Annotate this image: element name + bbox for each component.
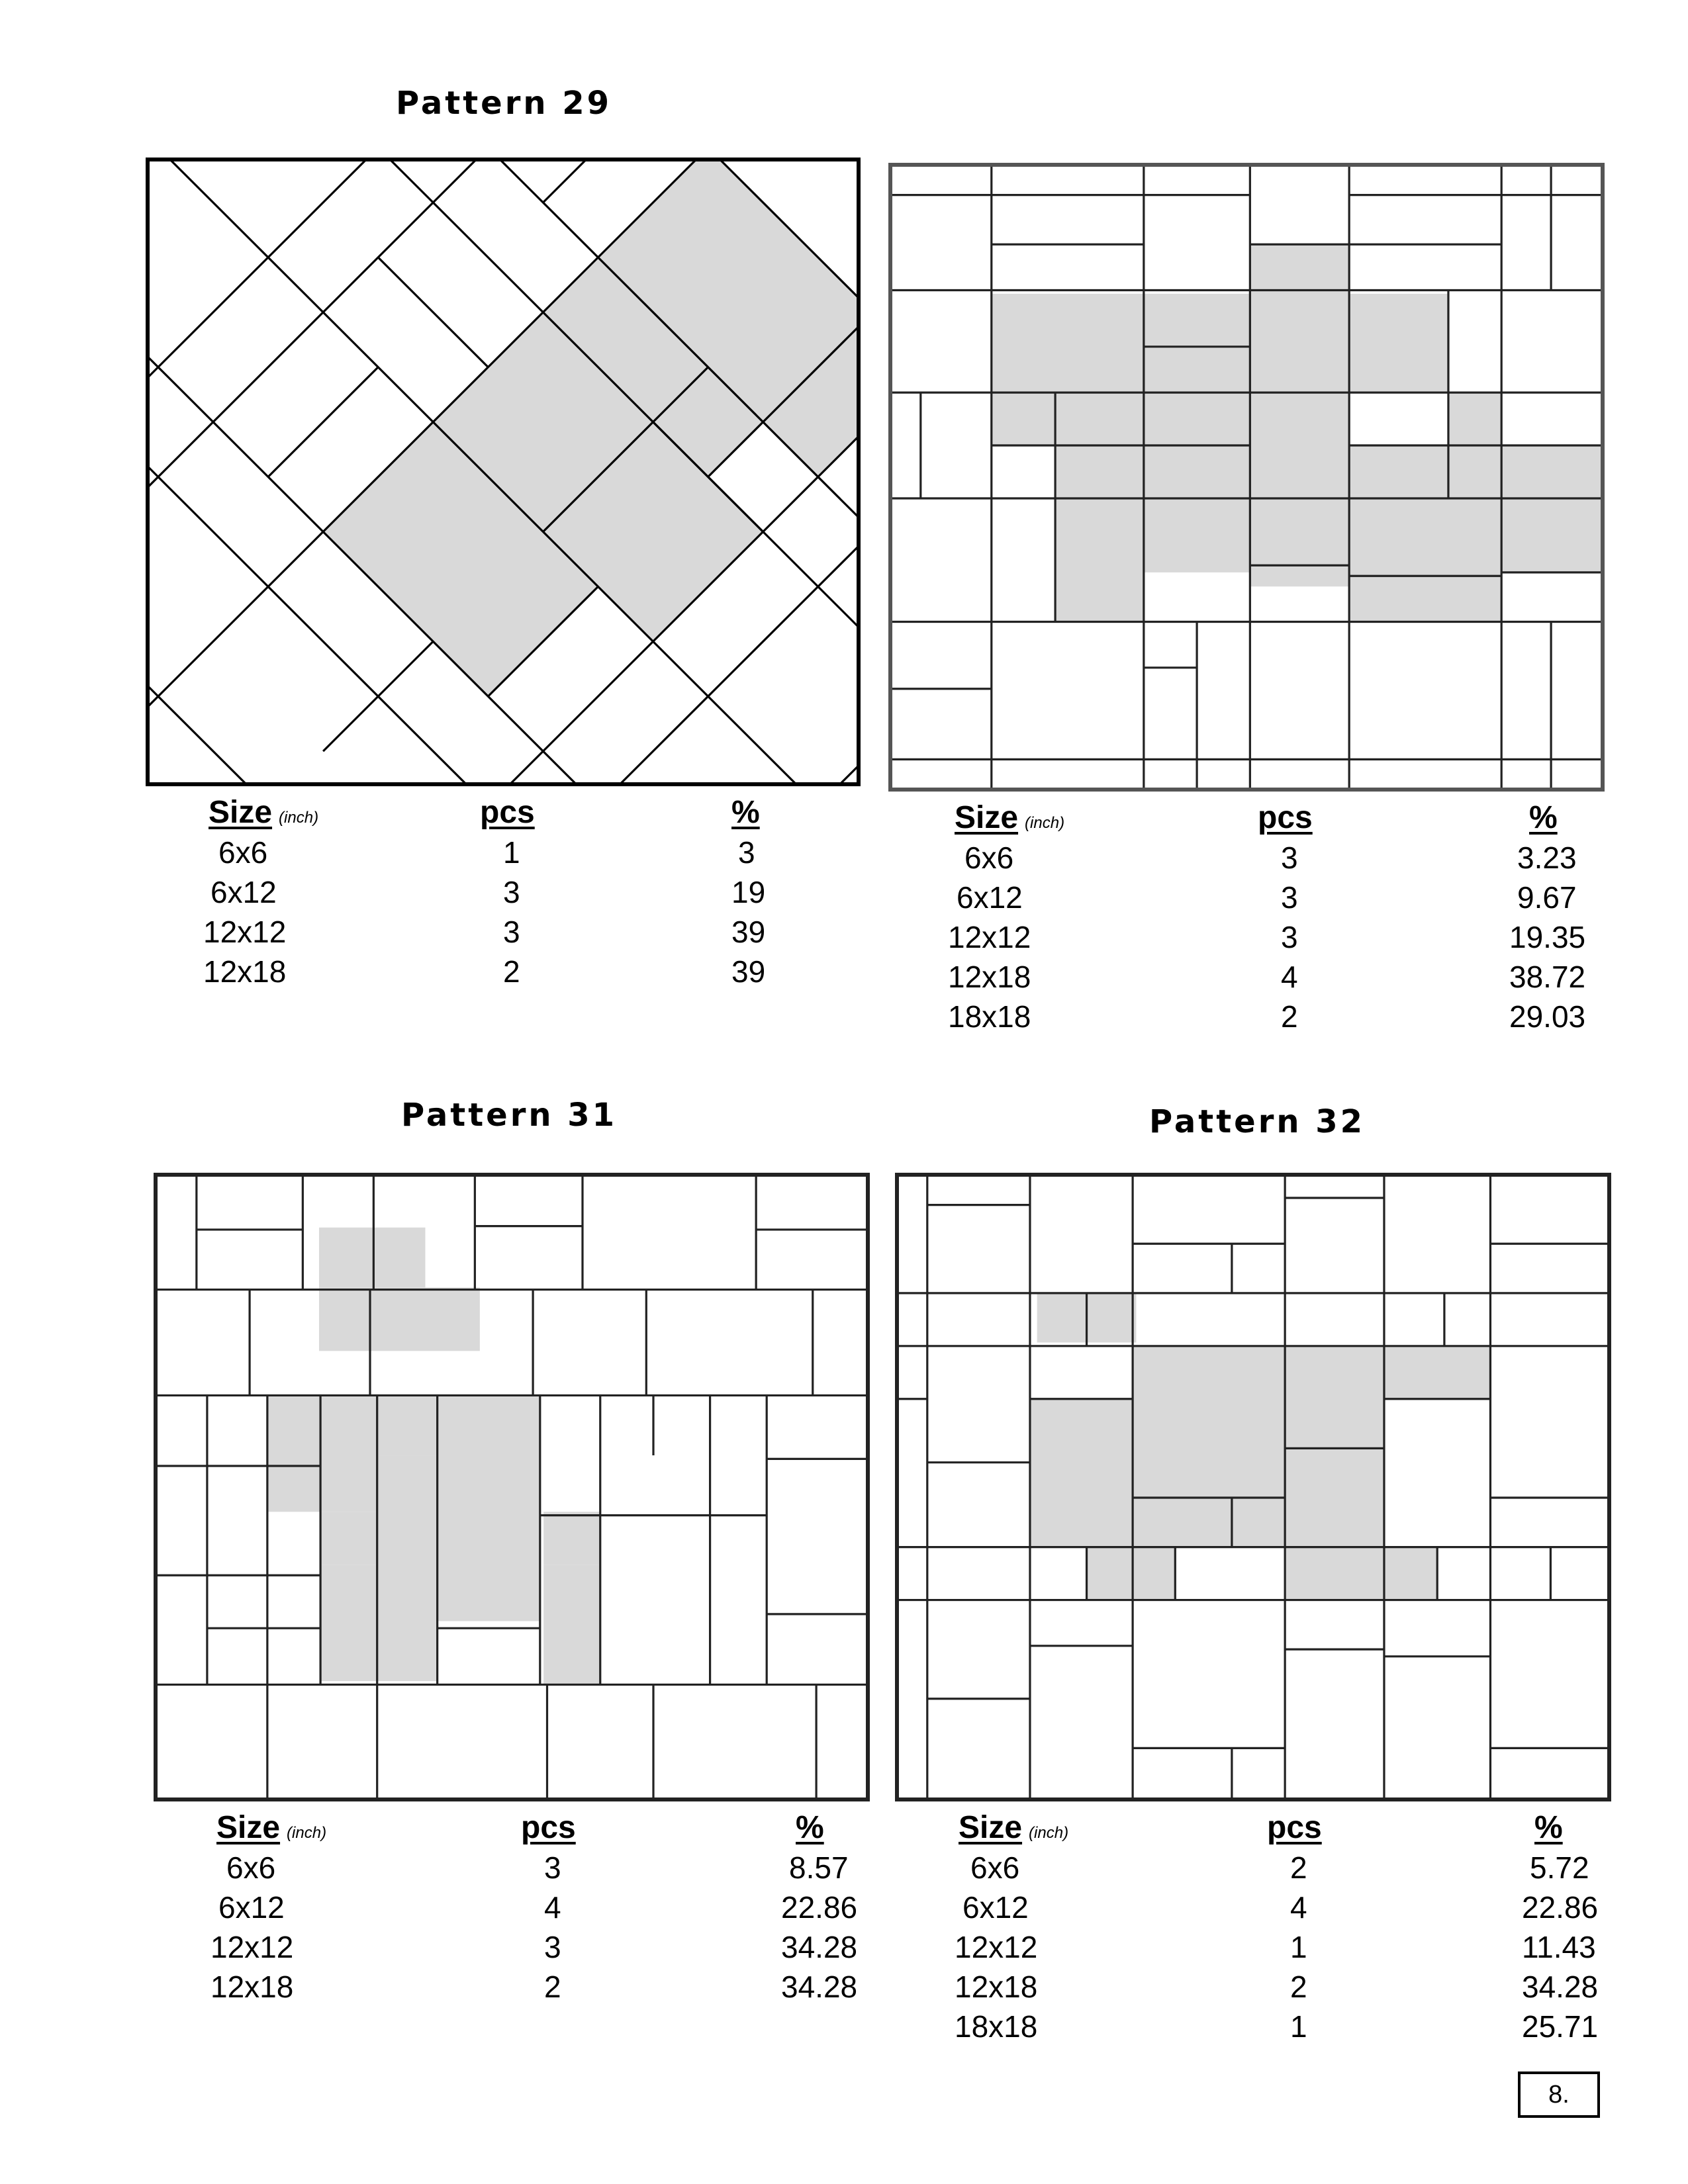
tile-table <box>951 1808 1613 2060</box>
size-cell: 6x12 <box>211 875 277 909</box>
percent-cell: 25.71 <box>1522 2009 1599 2044</box>
size-cell: 12x18 <box>948 960 1031 994</box>
size-cell: 6x12 <box>957 880 1023 915</box>
size-cell: 6x6 <box>226 1850 276 1885</box>
size-cell: 12x12 <box>211 1930 294 1964</box>
pcs-cell: 4 <box>1281 960 1298 994</box>
pcs-cell: 2 <box>544 1970 561 2004</box>
pcs-header: pcs <box>480 795 535 830</box>
tile-table <box>199 793 794 1005</box>
unit-label: (inch) <box>1029 1824 1069 1842</box>
size-header: Size (inch) <box>209 793 318 838</box>
percent-cell: 3 <box>738 835 755 870</box>
percent-header: % <box>1534 1810 1563 1845</box>
size-cell: 6x12 <box>218 1890 285 1925</box>
tile-diagram <box>888 163 1605 792</box>
size-cell: 12x18 <box>955 1970 1038 2004</box>
pcs-header: pcs <box>521 1810 576 1845</box>
size-cell: 6x6 <box>218 835 268 870</box>
pattern-title: Pattern 29 <box>396 85 612 122</box>
pcs-cell: 3 <box>1281 880 1298 915</box>
size-cell: 6x6 <box>964 841 1014 875</box>
pcs-cell: 4 <box>544 1890 561 1925</box>
pcs-cell: 3 <box>544 1850 561 1885</box>
pcs-cell: 2 <box>1290 1970 1307 2004</box>
percent-cell: 34.28 <box>781 1930 858 1964</box>
tile-pattern-grid <box>899 1177 1607 1797</box>
size-cell: 12x12 <box>203 915 287 949</box>
percent-cell: 19.35 <box>1509 920 1586 954</box>
tile-table <box>948 798 1610 1050</box>
tile-pattern-grid <box>892 167 1601 788</box>
percent-cell: 8.57 <box>789 1850 849 1885</box>
tile-pattern-diagonal <box>150 161 857 782</box>
size-cell: 18x18 <box>948 999 1031 1034</box>
size-header: Size (inch) <box>216 1808 326 1853</box>
percent-header: % <box>731 795 760 830</box>
pcs-cell: 3 <box>1281 841 1298 875</box>
pcs-cell: 3 <box>544 1930 561 1964</box>
percent-cell: 5.72 <box>1530 1850 1589 1885</box>
pcs-cell: 3 <box>1281 920 1298 954</box>
pcs-cell: 1 <box>1290 2009 1307 2044</box>
pcs-header: pcs <box>1258 800 1313 835</box>
size-header: Size (inch) <box>959 1808 1068 1853</box>
unit-label: (inch) <box>279 809 319 827</box>
size-cell: 6x6 <box>970 1850 1020 1885</box>
percent-header: % <box>796 1810 824 1845</box>
tile-diagram <box>154 1173 870 1801</box>
percent-cell: 22.86 <box>781 1890 858 1925</box>
size-header: Size (inch) <box>955 798 1064 843</box>
pcs-cell: 4 <box>1290 1890 1307 1925</box>
percent-cell: 19 <box>731 875 766 909</box>
pcs-cell: 1 <box>1290 1930 1307 1964</box>
pcs-cell: 3 <box>503 915 520 949</box>
page-number: 8. <box>1518 2071 1600 2118</box>
pattern-title: Pattern 31 <box>401 1097 618 1134</box>
size-cell: 12x12 <box>955 1930 1038 1964</box>
size-cell: 12x18 <box>211 1970 294 2004</box>
percent-cell: 11.43 <box>1522 1930 1596 1964</box>
percent-cell: 39 <box>731 954 766 989</box>
pcs-cell: 2 <box>1281 999 1298 1034</box>
tile-table <box>207 1808 868 2020</box>
tile-diagram <box>146 158 861 786</box>
unit-label: (inch) <box>287 1824 327 1842</box>
pcs-cell: 2 <box>503 954 520 989</box>
percent-cell: 3.23 <box>1517 841 1577 875</box>
size-cell: 12x12 <box>948 920 1031 954</box>
percent-cell: 34.28 <box>1522 1970 1599 2004</box>
pcs-cell: 1 <box>503 835 520 870</box>
pattern-title: Pattern 32 <box>1149 1103 1366 1140</box>
tile-pattern-grid <box>158 1177 866 1797</box>
percent-cell: 9.67 <box>1517 880 1577 915</box>
pcs-header: pcs <box>1267 1810 1322 1845</box>
pcs-cell: 3 <box>503 875 520 909</box>
size-cell: 18x18 <box>955 2009 1038 2044</box>
size-cell: 6x12 <box>962 1890 1029 1925</box>
percent-cell: 38.72 <box>1509 960 1586 994</box>
pcs-cell: 2 <box>1290 1850 1307 1885</box>
percent-header: % <box>1529 800 1558 835</box>
percent-cell: 39 <box>731 915 766 949</box>
unit-label: (inch) <box>1025 814 1065 832</box>
size-cell: 12x18 <box>203 954 287 989</box>
percent-cell: 34.28 <box>781 1970 858 2004</box>
percent-cell: 22.86 <box>1522 1890 1599 1925</box>
tile-diagram <box>895 1173 1611 1801</box>
percent-cell: 29.03 <box>1509 999 1586 1034</box>
